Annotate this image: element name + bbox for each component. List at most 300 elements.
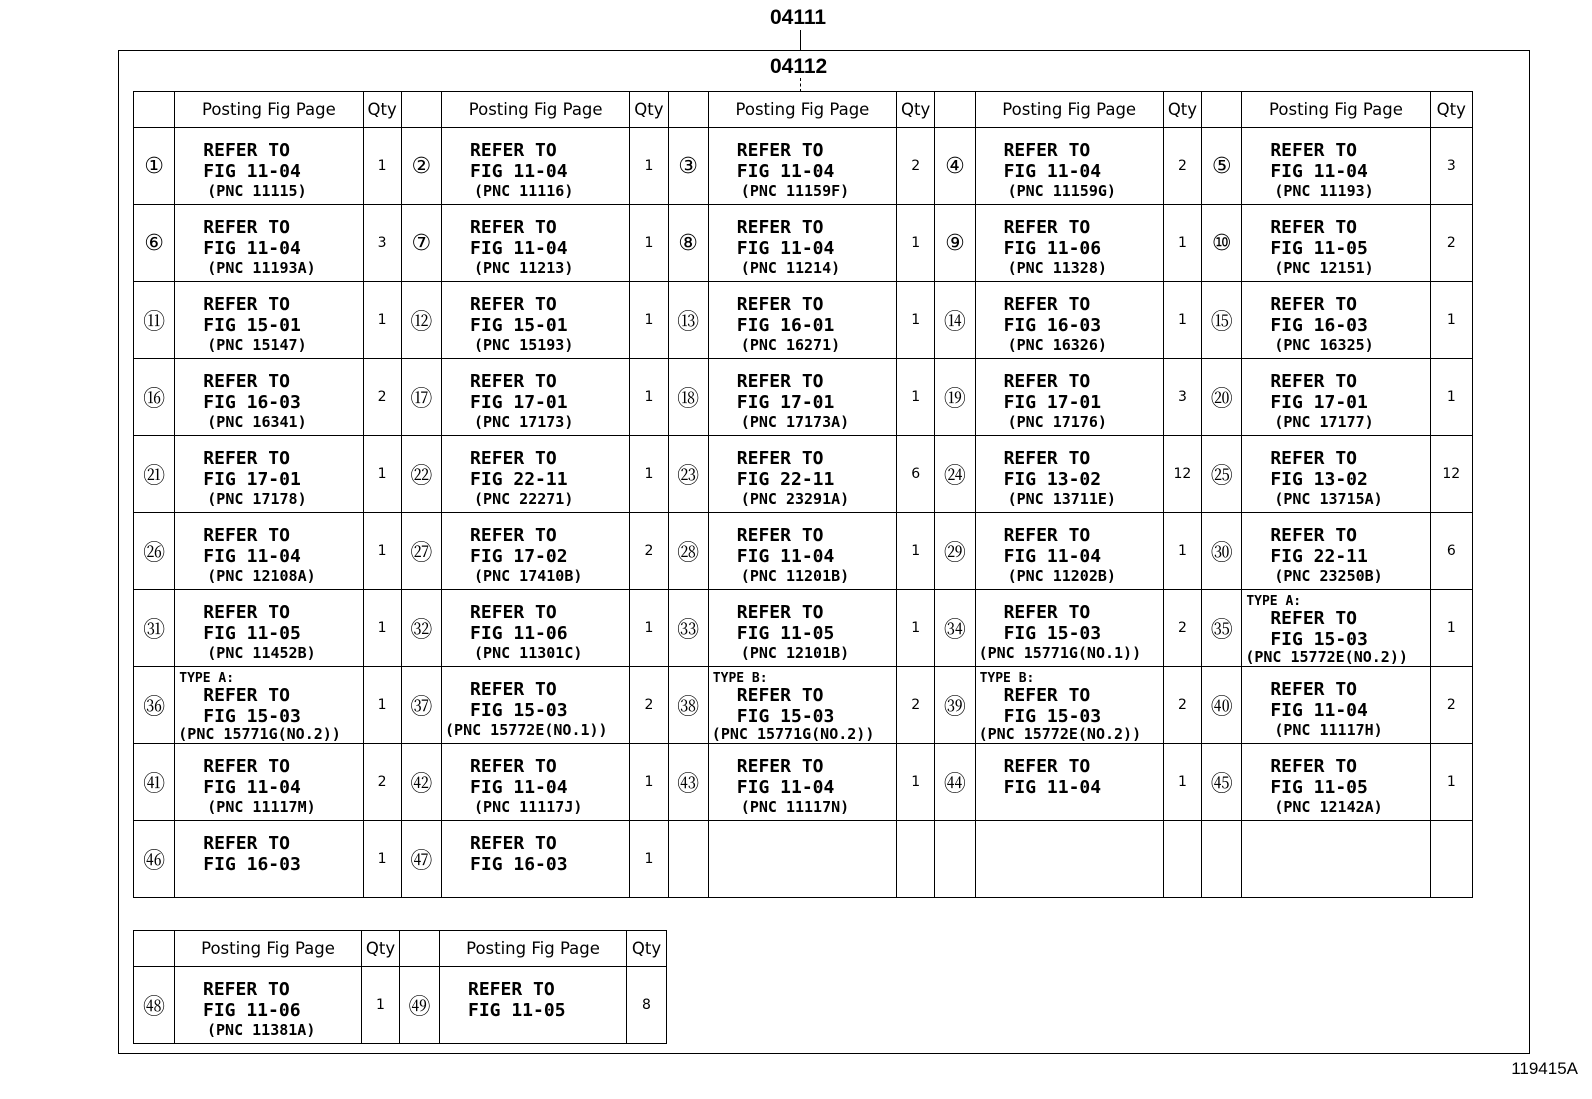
header-posting-fig-page: Posting Fig Page [708, 92, 896, 128]
refer-text: REFER TO [468, 979, 555, 1000]
item-number: ⑥ [134, 205, 175, 282]
fig-page: FIG 11-05 [203, 623, 301, 644]
posting-cell [975, 128, 1163, 205]
pnc-code: (PNC 15193) [474, 336, 574, 354]
fig-page: FIG 15-01 [470, 315, 568, 336]
posting-cell [708, 436, 896, 513]
quantity: 1 [630, 744, 668, 821]
item-number: ⑮ [1202, 282, 1242, 359]
refer-text: REFER TO [1270, 756, 1358, 777]
header-number-cell [401, 92, 441, 128]
pnc-code: (PNC 17176) [1007, 413, 1107, 431]
posting-cell [442, 128, 630, 205]
pnc-code: (PNC 11213) [474, 259, 574, 277]
posting-fig-page [709, 667, 896, 743]
item-number: ㉚ [1202, 513, 1242, 590]
pnc-code: (PNC 11117N) [740, 798, 850, 816]
item-number: ③ [668, 128, 708, 205]
quantity: 1 [897, 282, 935, 359]
item-number: ㉘ [668, 513, 708, 590]
fig-page: FIG 16-01 [736, 315, 835, 336]
quantity [1430, 821, 1472, 898]
pnc-code: (PNC 17178) [207, 490, 307, 508]
posting-fig-page [709, 359, 896, 435]
quantity: 2 [897, 667, 935, 744]
pnc-code: (PNC 17177) [1274, 413, 1374, 431]
fig-page: FIG 11-04 [203, 546, 301, 567]
fig-page: FIG 16-03 [203, 854, 301, 875]
pnc-code: (PNC 11115) [207, 182, 307, 200]
quantity: 1 [363, 282, 401, 359]
pnc-code: (PNC 22271) [474, 490, 574, 508]
refer-text: REFER TO [1003, 602, 1091, 623]
posting-cell [442, 205, 630, 282]
pnc-code: (PNC 11381A) [207, 1021, 316, 1039]
posting-fig-page [976, 205, 1163, 281]
quantity: 1 [630, 821, 668, 898]
posting-fig-page [709, 744, 896, 820]
posting-fig-page [976, 513, 1163, 589]
posting-cell [442, 821, 630, 898]
posting-fig-page [442, 744, 629, 820]
posting-fig-page [175, 590, 362, 666]
posting-fig-page [1242, 590, 1429, 666]
fig-page: FIG 11-04 [1270, 161, 1368, 182]
item-number: ㊼ [401, 821, 441, 898]
quantity: 1 [630, 205, 668, 282]
posting-cell [442, 436, 630, 513]
refer-text: REFER TO [1003, 371, 1091, 392]
posting-cell [708, 205, 896, 282]
table-row [134, 205, 1473, 282]
table-row [134, 821, 1473, 898]
posting-cell [175, 513, 363, 590]
posting-cell [1242, 128, 1430, 205]
item-number: ㉛ [134, 590, 175, 667]
header-number-cell [400, 931, 440, 967]
refer-text: REFER TO [203, 602, 290, 623]
fig-page: FIG 17-01 [1003, 392, 1102, 413]
refer-text: REFER TO [470, 371, 557, 392]
header-number-cell [134, 931, 175, 967]
posting-fig-page [175, 128, 362, 204]
table-row [134, 436, 1473, 513]
refer-text: REFER TO [736, 756, 824, 777]
posting-fig-page [976, 590, 1163, 666]
posting-fig-page [1242, 667, 1429, 743]
quantity: 1 [630, 282, 668, 359]
pnc-code: (PNC 11117J) [474, 798, 583, 816]
posting-fig-page [175, 513, 362, 589]
quantity: 1 [363, 128, 401, 205]
table-row [134, 128, 1473, 205]
fig-page: FIG 11-04 [203, 161, 301, 182]
posting-cell [1242, 513, 1430, 590]
posting-fig-page [175, 359, 362, 435]
posting-cell [975, 821, 1163, 898]
item-number: ㊲ [401, 667, 441, 744]
item-number: ① [134, 128, 175, 205]
quantity: 1 [1163, 513, 1201, 590]
quantity: 1 [897, 744, 935, 821]
posting-cell [175, 744, 363, 821]
posting-cell [1242, 821, 1430, 898]
posting-fig-page [175, 205, 362, 281]
quantity: 12 [1430, 436, 1472, 513]
pnc-code: (PNC 16271) [740, 336, 841, 354]
posting-cell [1242, 436, 1430, 513]
pnc-code: (PNC 23291A) [740, 490, 850, 508]
fig-page: FIG 16-03 [203, 392, 301, 413]
quantity: 1 [1430, 282, 1472, 359]
posting-cell [975, 282, 1163, 359]
posting-fig-page [1242, 436, 1429, 512]
posting-fig-page [175, 967, 361, 1043]
quantity: 2 [363, 744, 401, 821]
pnc-code: (PNC 16325) [1274, 336, 1374, 354]
pnc-code: (PNC 17173A) [740, 413, 850, 431]
table-row [134, 359, 1473, 436]
posting-cell [1242, 667, 1430, 744]
refer-text: REFER TO [203, 294, 290, 315]
pnc-code: (PNC 15772E(NO.2)) [1245, 648, 1408, 666]
inner-leader-line [800, 78, 801, 92]
posting-fig-page [709, 513, 896, 589]
item-number: ㊸ [668, 744, 708, 821]
item-number: ㊶ [134, 744, 175, 821]
refer-text: REFER TO [1270, 448, 1358, 469]
header-qty: Qty [630, 92, 668, 128]
posting-cell [1242, 359, 1430, 436]
posting-cell [708, 128, 896, 205]
refer-text: REFER TO [470, 679, 557, 700]
pnc-code: (PNC 11214) [740, 259, 841, 277]
posting-cell [708, 590, 896, 667]
quantity: 3 [363, 205, 401, 282]
quantity: 1 [363, 667, 401, 744]
refer-text: REFER TO [470, 602, 557, 623]
posting-fig-page [1242, 205, 1429, 281]
refer-text: REFER TO [470, 448, 557, 469]
posting-fig-page [976, 359, 1163, 435]
header-number-cell [134, 92, 175, 128]
fig-page: FIG 11-06 [203, 1000, 301, 1021]
item-number: ⑰ [401, 359, 441, 436]
quantity: 1 [630, 590, 668, 667]
pnc-code: (PNC 15147) [207, 336, 307, 354]
header-posting-fig-page: Posting Fig Page [175, 92, 363, 128]
item-number [1202, 821, 1242, 898]
quantity: 1 [1163, 205, 1201, 282]
quantity [1163, 821, 1201, 898]
posting-cell [975, 513, 1163, 590]
refer-text: REFER TO [203, 756, 290, 777]
posting-cell [1242, 590, 1430, 667]
fig-page: FIG 16-03 [470, 854, 568, 875]
posting-cell [1242, 282, 1430, 359]
refer-text: REFER TO [1003, 294, 1091, 315]
header-qty: Qty [1163, 92, 1201, 128]
item-number: ㊺ [1202, 744, 1242, 821]
refer-text: REFER TO [736, 602, 824, 623]
header-qty: Qty [897, 92, 935, 128]
pnc-code: (PNC 11328) [1007, 259, 1107, 277]
header-posting-fig-page: Posting Fig Page [442, 92, 630, 128]
parts-table-continued [133, 930, 667, 1044]
posting-cell [442, 590, 630, 667]
fig-page: FIG 13-02 [1003, 469, 1102, 490]
quantity: 1 [1430, 359, 1472, 436]
posting-fig-page [709, 205, 896, 281]
item-number: ⑩ [1202, 205, 1242, 282]
posting-cell [440, 967, 627, 1044]
pnc-code: (PNC 11193A) [207, 259, 316, 277]
refer-text: REFER TO [1270, 294, 1358, 315]
header-posting-fig-page: Posting Fig Page [975, 92, 1163, 128]
posting-fig-page [442, 205, 629, 281]
posting-fig-page [175, 667, 362, 743]
quantity: 3 [1163, 359, 1201, 436]
refer-text: REFER TO [470, 833, 557, 854]
posting-cell [175, 590, 363, 667]
item-number [935, 821, 975, 898]
fig-page: FIG 11-04 [1003, 777, 1102, 798]
fig-page: FIG 11-04 [203, 238, 301, 259]
fig-page: FIG 16-03 [1270, 315, 1368, 336]
item-number: ㊷ [401, 744, 441, 821]
posting-cell [1242, 744, 1430, 821]
header-number-cell [1202, 92, 1242, 128]
refer-text: REFER TO [470, 217, 557, 238]
item-number: ㉜ [401, 590, 441, 667]
posting-fig-page [1242, 359, 1429, 435]
quantity: 12 [1163, 436, 1201, 513]
fig-page: FIG 22-11 [470, 469, 568, 490]
refer-text: REFER TO [1270, 525, 1358, 546]
pnc-code: (PNC 12151) [1274, 259, 1374, 277]
item-number: ㉝ [668, 590, 708, 667]
fig-page: FIG 17-01 [1270, 392, 1368, 413]
fig-page: FIG 15-03 [1003, 623, 1102, 644]
posting-cell [442, 282, 630, 359]
fig-page: FIG 11-04 [470, 238, 568, 259]
refer-text: REFER TO [1003, 448, 1091, 469]
fig-page: FIG 11-04 [203, 777, 301, 798]
refer-text: REFER TO [203, 140, 290, 161]
pnc-code: (PNC 15772E(NO.2)) [978, 725, 1142, 743]
refer-text: REFER TO [203, 217, 290, 238]
header-number-cell [935, 92, 975, 128]
refer-text: REFER TO [203, 525, 290, 546]
quantity: 2 [1430, 205, 1472, 282]
refer-text: REFER TO [1003, 756, 1091, 777]
posting-cell [708, 744, 896, 821]
quantity: 2 [897, 128, 935, 205]
refer-text: REFER TO [470, 140, 557, 161]
fig-page: FIG 11-04 [470, 161, 568, 182]
quantity: 1 [363, 436, 401, 513]
quantity: 8 [627, 967, 667, 1044]
outer-leader-line [800, 30, 801, 50]
item-number: ㉓ [668, 436, 708, 513]
item-number: ㉑ [134, 436, 175, 513]
item-number: ㊳ [668, 667, 708, 744]
item-number: ⑳ [1202, 359, 1242, 436]
fig-page: FIG 15-03 [1270, 629, 1368, 650]
item-number: ㉖ [134, 513, 175, 590]
refer-text: REFER TO [736, 525, 824, 546]
header-qty: Qty [627, 931, 667, 967]
posting-cell [442, 744, 630, 821]
pnc-code: (PNC 11193) [1274, 182, 1374, 200]
quantity: 2 [1163, 667, 1201, 744]
refer-text: REFER TO [1270, 140, 1358, 161]
fig-page: FIG 17-01 [470, 392, 568, 413]
posting-cell [975, 590, 1163, 667]
item-number: ㊴ [935, 667, 975, 744]
posting-fig-page [175, 436, 362, 512]
quantity: 3 [1430, 128, 1472, 205]
refer-text: REFER TO [736, 685, 824, 706]
quantity: 1 [897, 359, 935, 436]
item-number: ⑲ [935, 359, 975, 436]
quantity: 1 [363, 513, 401, 590]
refer-text: REFER TO [736, 140, 824, 161]
posting-cell [175, 205, 363, 282]
fig-page: FIG 11-04 [736, 161, 835, 182]
item-number: ㉗ [401, 513, 441, 590]
refer-text: REFER TO [736, 217, 824, 238]
quantity: 1 [630, 359, 668, 436]
posting-fig-page [1242, 282, 1429, 358]
pnc-code: (PNC 13711E) [1007, 490, 1116, 508]
item-number: ㉕ [1202, 436, 1242, 513]
refer-text: REFER TO [203, 371, 290, 392]
posting-fig-page [442, 282, 629, 358]
refer-text: REFER TO [1270, 371, 1358, 392]
pnc-code: (PNC 12142A) [1274, 798, 1383, 816]
posting-fig-page [442, 436, 629, 512]
posting-cell [975, 744, 1163, 821]
quantity: 1 [897, 590, 935, 667]
pnc-code: (PNC 17173) [474, 413, 574, 431]
quantity: 2 [630, 667, 668, 744]
posting-cell [175, 436, 363, 513]
fig-page: FIG 11-04 [736, 777, 835, 798]
pnc-code: (PNC 11301C) [474, 644, 583, 662]
quantity: 1 [897, 513, 935, 590]
fig-page: FIG 15-03 [736, 706, 835, 727]
pnc-code: (PNC 11159G) [1007, 182, 1116, 200]
refer-text: REFER TO [1270, 679, 1358, 700]
item-number: ㉞ [935, 590, 975, 667]
quantity: 1 [897, 205, 935, 282]
item-number: ㉒ [401, 436, 441, 513]
refer-text: REFER TO [1270, 608, 1358, 629]
item-number: ㊹ [935, 744, 975, 821]
fig-page: FIG 11-06 [470, 623, 568, 644]
item-number: ⑧ [668, 205, 708, 282]
item-number: ㊻ [134, 821, 175, 898]
quantity: 2 [1163, 590, 1201, 667]
quantity: 1 [1430, 744, 1472, 821]
refer-text: REFER TO [1003, 140, 1091, 161]
outer-code: 04111 [770, 6, 827, 29]
fig-page: FIG 17-01 [203, 469, 301, 490]
item-number: ⑬ [668, 282, 708, 359]
fig-page: FIG 15-01 [203, 315, 301, 336]
posting-fig-page [1242, 513, 1429, 589]
posting-fig-page [442, 513, 629, 589]
fig-page: FIG 22-11 [1270, 546, 1368, 567]
posting-fig-page [175, 821, 362, 897]
refer-text: REFER TO [1003, 685, 1091, 706]
header-posting-fig-page: Posting Fig Page [1242, 92, 1430, 128]
pnc-code: (PNC 11202B) [1007, 567, 1116, 585]
refer-text: REFER TO [203, 979, 290, 1000]
posting-fig-page [442, 821, 629, 897]
item-number: ⑪ [134, 282, 175, 359]
posting-fig-page [442, 590, 629, 666]
posting-cell [175, 667, 363, 744]
posting-cell [708, 667, 896, 744]
table-row [134, 744, 1473, 821]
fig-page: FIG 11-04 [1003, 546, 1102, 567]
refer-text: REFER TO [736, 448, 824, 469]
posting-cell [975, 667, 1163, 744]
posting-fig-page [709, 282, 896, 358]
pnc-code: (PNC 15772E(NO.1)) [445, 721, 608, 739]
posting-fig-page [1242, 128, 1429, 204]
posting-fig-page [440, 967, 626, 1043]
item-number [668, 821, 708, 898]
fig-page: FIG 11-04 [736, 546, 835, 567]
quantity: 1 [363, 821, 401, 898]
pnc-code: (PNC 16341) [207, 413, 307, 431]
refer-text: REFER TO [736, 371, 824, 392]
pnc-code: (PNC 11117M) [207, 798, 316, 816]
posting-cell [708, 513, 896, 590]
item-number: ② [401, 128, 441, 205]
quantity: 2 [1430, 667, 1472, 744]
fig-page: FIG 11-04 [470, 777, 568, 798]
posting-fig-page [976, 667, 1163, 743]
header-qty: Qty [362, 931, 400, 967]
table-row [134, 282, 1473, 359]
pnc-code: (PNC 11116) [474, 182, 574, 200]
table-row [134, 967, 667, 1044]
type-label: TYPE A: [179, 671, 235, 686]
posting-cell [175, 128, 363, 205]
item-number: ⑱ [668, 359, 708, 436]
pnc-code: (PNC 23250B) [1274, 567, 1383, 585]
header-qty: Qty [1430, 92, 1472, 128]
fig-page: FIG 13-02 [1270, 469, 1368, 490]
posting-cell [442, 513, 630, 590]
pnc-code: (PNC 15771G(NO.2)) [178, 725, 341, 743]
quantity: 1 [1430, 590, 1472, 667]
quantity [897, 821, 935, 898]
quantity: 2 [630, 513, 668, 590]
item-number: ⑯ [134, 359, 175, 436]
header-posting-fig-page: Posting Fig Page [175, 931, 362, 967]
pnc-code: (PNC 13715A) [1274, 490, 1383, 508]
quantity: 6 [1430, 513, 1472, 590]
refer-text: REFER TO [1003, 525, 1091, 546]
pnc-code: (PNC 12108A) [207, 567, 316, 585]
posting-cell [708, 821, 896, 898]
quantity: 6 [897, 436, 935, 513]
